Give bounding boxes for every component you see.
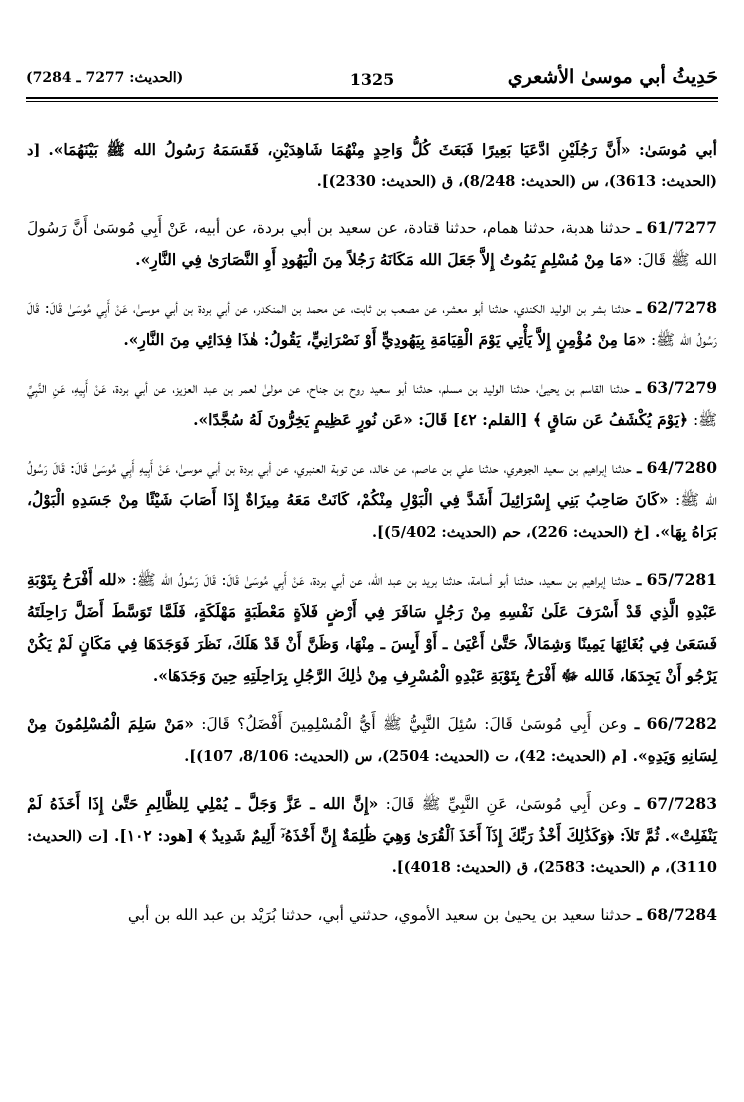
hadith-range: (الحديث: 7277 ـ 7284) xyxy=(26,70,184,86)
hadith-number: 65/7281 xyxy=(646,570,717,589)
hadith-text: «لله أَفْرَحُ بِتَوْبَةِ عَبْدِهِ الَّذِي قَدْ أَسْرَفَ عَلَىٰ نَفْسِهِ مِنْ رَجُلٍ سَافَرَ فِي أَرْضٍ فَلاَةٍ مَعْطَبَةٍ مَهْلَكَةٍ، فَلَمَّا تَوَسَّطَ أَضَلَّ رَاحِلَتَهُ فَسَعَىٰ فِي بُغَائِهَا يَمِينًا وَشِمَالاً، حَتَّىٰ أَعْيَىٰ ـ أَوْ أَيِسَ ـ مِنْهَا، وَظَنَّ أَنْ قَدْ هَلَكَ، نَظَرَ فَوَجَدَهَا فِي مَكَانٍ لَمْ يَكُنْ يَرْجُو أَنْ يَجِدَهَا، فَالله ﷻ أَفْرَحُ بِتَوْبَةِ عَبْدِهِ الْمُسْرِفِ مِنْ ذٰلِكَ الرَّجُلِ بِرَاحِلَتِهِ حِينَ وَجَدَهَا». xyxy=(27,570,717,685)
hadith-entry xyxy=(27,292,717,356)
isnad-chain: حدثنا بشر بن الوليد الكندي، حدثنا أبو معشر، عن مصعب بن ثابت، عن محمد بن المنكدر، عن أبي بردة بن أبي موسىٰ، عَنْ أَبِي مُوسَىٰ قَالَ: قَالَ رَسُولُ الله ﷺ: xyxy=(27,299,717,349)
isnad-chain: حدثنا إبراهيم بن سعيد الجوهري، حدثنا علي بن عاصم، عن خالد، عن توبة العنبري، عن أبي بردة بن أبي موسىٰ، عَنْ أَبِيهِ أَبِي مُوسَىٰ قَالَ: قَالَ رَسُولُ الله ﷺ: xyxy=(27,459,718,509)
haddathana-marker: ـ xyxy=(631,218,642,237)
hadith-entry xyxy=(27,708,717,772)
haddathana-marker: ـ xyxy=(626,794,640,813)
isnad-chain: حدثنا إبراهيم بن سعيد، حدثنا أبو أسامة، حدثنا بريد بن عبد الله، عن أبي بردة، عَنْ أَبِي مُوسَىٰ قَالَ: قَالَ رَسُولُ الله ﷺ: xyxy=(131,571,631,589)
isnad-chain: وعن أَبِي مُوسَىٰ قَالَ: سُئِلَ النَّبِيُّ ﷺ أَيُّ الْمُسْلِمِينَ أَفْضَلُ؟ قَالَ: xyxy=(201,715,628,733)
hadith-references: [ت (الحديث: 3110)، م (الحديث: 2583)، ق (الحديث: 4018)]. xyxy=(27,828,717,876)
hadith-number: 68/7284 xyxy=(646,905,717,924)
hadith-entry xyxy=(27,212,717,276)
isnad-chain: حدثنا هدبة، حدثنا همام، حدثنا قتادة، عن سعيد بن أبي بردة، عن أبيه، عَنْ أَبِي مُوسَىٰ أَنَّ رَسُولَ الله ﷺ قَالَ: xyxy=(27,219,717,269)
hadith-text: «إِنَّ الله ـ عَزَّ وَجَلَّ ـ يُمْلِي لِلظَّالِمِ حَتَّىٰ إِذَا أَخَذَهُ لَمْ يَنْفَلِتْ». xyxy=(27,794,717,845)
haddathana-marker: ـ xyxy=(631,905,642,924)
hadith-entry xyxy=(27,564,717,692)
hadith-entry xyxy=(27,788,717,883)
hadith-text: أبي مُوسَىٰ: «أَنَّ رَجُلَيْنِ ادَّعَيَا بَعِيرًا فَبَعَثَ كُلُّ وَاحِدٍ مِنْهُمَا شَاهِدَيْنِ، فَقَسَمَهُ رَسُولُ الله ﷺ بَيْنَهُمَا». xyxy=(48,139,717,159)
hadith-text: «مَنْ سَلِمَ الْمُسْلِمُونَ مِنْ لِسَانِهِ وَيَدِهِ». xyxy=(27,714,717,765)
hadith-number: 61/7277 xyxy=(646,218,717,237)
header-rule xyxy=(26,97,718,99)
quran-quote: ثُمَّ تَلاَ: ﴿وَكَذَٰلِكَ أَخْذُ رَبِّكَ إِذَآ أَخَذَ ٱلْقُرَىٰ وَهِيَ ظَٰلِمَةٌ إِنَّ أَخْذَهُۥٓ أَلِيمٌ شَدِيدٌ ﴾ [هود: ١٠٢]. xyxy=(114,826,660,845)
hadith-continuation xyxy=(27,134,717,197)
hadith-entry xyxy=(27,452,717,548)
isnad-chain: وعن أَبِي مُوسَىٰ، عَنِ النَّبِيِّ ﷺ قَالَ: xyxy=(385,795,627,813)
haddathana-marker: ـ xyxy=(627,714,640,733)
isnad-chain: حدثنا القاسم بن يحيىٰ، حدثنا الوليد بن مسلم، حدثنا أبو سعيد روح بن جناح، عن مولىٰ لعمر بن عبد العزيز، عن أبي بردة، عَنْ أَبِيهِ، عَنِ النَّبِيِّ ﷺ: xyxy=(27,379,717,429)
hadith-text: «مَا مِنْ مُسْلِمٍ يَمُوتُ إِلاَّ جَعَلَ الله مَكَانَهُ رَجُلاً مِنَ الْيَهُودِ أَوِ النَّصَارَىٰ فِي النَّارِ». xyxy=(135,250,633,269)
isnad-chain: حدثنا سعيد بن يحيىٰ بن سعيد الأموي، حدثني أبي، حدثنا بُرَيْد بن عبد الله بن أبي xyxy=(127,906,632,924)
haddathana-marker: ـ xyxy=(629,378,641,397)
page-number: 1325 xyxy=(349,70,395,89)
haddathana-marker: ـ xyxy=(631,458,642,477)
header-rule-thin xyxy=(26,101,718,102)
hadith-text: «كَانَ صَاحِبُ بَنِي إِسْرَائِيلَ أَشَدَّ فِي الْبَوْلِ مِنْكُمْ، كَانَتْ مَعَهُ مِيزَاةٌ إِذَا أَصَابَ شَيْئًا مِنْ جَسَدِهِ الْبَوْلُ، بَرَاهُ بِهَا». xyxy=(27,490,717,541)
hadith-number: 67/7283 xyxy=(646,794,717,813)
hadith-references: [م (الحديث: 42)، ت (الحديث: 2504)، س (الحديث: 8/106، 107)]. xyxy=(184,748,628,765)
page-header xyxy=(26,62,718,98)
quran-quote: ﴿يَوْمَ يُكْشَفُ عَن سَاقٍ ﴾ [القلم: ٤٢] قَالَ: «عَن نُورٍ عَظِيمٍ يَخِرُّونَ لَهُ سُجَّدًا». xyxy=(193,410,689,429)
hadith-number: 66/7282 xyxy=(646,714,717,733)
hadith-entry xyxy=(27,372,717,436)
haddathana-marker: ـ xyxy=(631,298,642,317)
hadith-number: 64/7280 xyxy=(646,458,717,477)
hadith-number: 63/7279 xyxy=(646,378,718,397)
page-body xyxy=(27,118,717,947)
hadith-number: 62/7278 xyxy=(646,298,718,317)
book-title: حَدِيثُ أبي موسىٰ الأشعري xyxy=(507,66,718,88)
hadith-references: [خ (الحديث: 226)، حم (الحديث: 5/402)]. xyxy=(371,524,651,541)
hadith-references: [د (الحديث: 3613)، س (الحديث: 8/248)، ق (الحديث: 2330)]. xyxy=(27,141,717,190)
hadith-text: «مَا مِنْ مُؤْمِنٍ إِلاَّ يَأْتِي يَوْمَ الْقِيَامَةِ بِيَهُودِيٍّ أَوْ نَصْرَانِيٍّ، يَقُولُ: هٰذَا فِدَائِي مِنَ النَّارِ». xyxy=(123,330,647,349)
haddathana-marker: ـ xyxy=(630,570,642,589)
hadith-entry xyxy=(27,899,717,931)
